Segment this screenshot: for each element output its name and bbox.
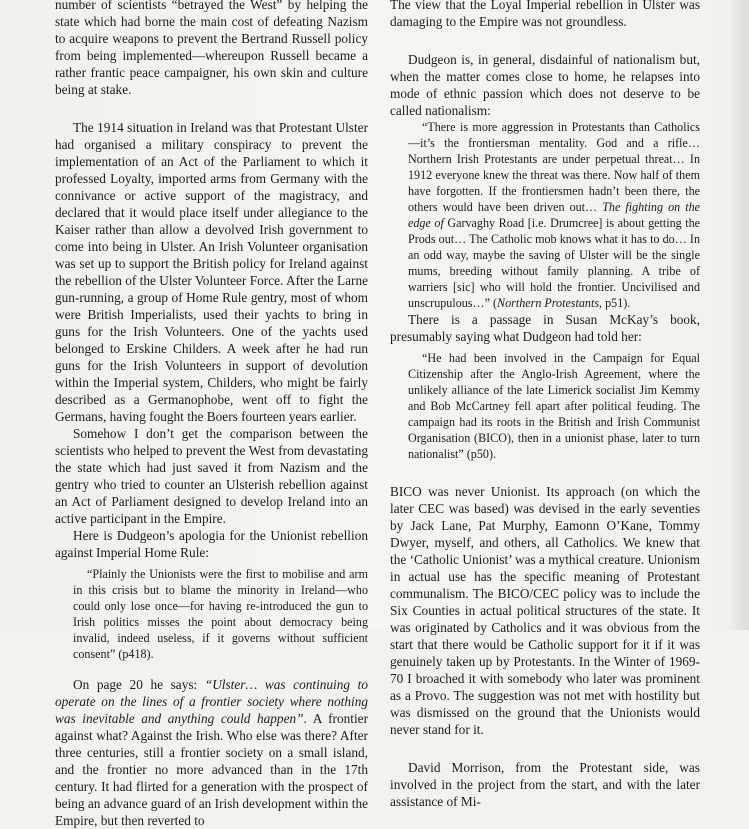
text-run: Garvaghy Road [i.e. Drumcree] is about getting the Prods out… The Catholic mob knows what it has to do… In an odd way, maybe the saving of Ulster will be the single mums, breeding without family planning. A tribe of warriers [sic] who will hold the frontier. Uncivilised and unscrupulous…” ( (408, 216, 701, 310)
italic-quote: “Ulster… was continuing to operate on the lines of a frontier society where nothing was inevitable and anything could happen” (55, 677, 368, 726)
paragraph (55, 676, 368, 829)
text-run: “There is more aggression in Protestants than Catholics—it’s the frontiersman mentality. God and a rifle… Northern Irish Protestants are under perpetual threat… In 1912 everyone knew the threat was there. Now half of them have forgotten. If the frontiersmen hadn’t been there, the others would have been driven out… (408, 120, 700, 214)
block-quote: “He had been involved in the Campaign for Equal Citizenship after the Anglo-Irish Agreement, where the unlikely alliance of the late Limerick socialist Jim Kemmy and Bob McCartney fell apart after political feuding. The campaign had its roots in the British and Irish Communist Organisation (BICO), then in a unionist phase, later to turn nationalist” (p50). (408, 351, 700, 461)
right-column (390, 0, 700, 810)
paragraph: Somehow I don’t get the comparison between the scientists who helped to prevent the West from devastating the state which had just saved it from Nazism and the gentry who tried to counter an Ulsterish rebellion against an Act of Parliament designed to develop Ireland into an active participant in the Empire. (55, 426, 368, 526)
paragraph: BICO was never Unionist. Its approach (on which the later CEC was based) was devised in the early seventies by Jack Lane, Pat Murphy, Eamonn O’Kane, Tommy Dwyer, myself, and others, all Catholics. We knew that the ‘Catholic Unionist’ was a mythical creature. Unionism in actual use has the specific meaning of Protestant communalism. The BICO/CEC policy was to include the Six Counties in actual political structures of the state. It was originated by Catholics and it was obvious from the start that there would be Catholic support for it if it was genuinely taken up by Protestants. In the Winter of 1969-70 I broached it with somebody who later was prominent as a Provo. The suggestion was not met with hostility but was dismissed on the ground that the Unionists would never stand for it. (390, 484, 700, 737)
page-edge-shadow (727, 0, 749, 630)
left-column (55, 0, 368, 829)
italic-run: The fighting on the edge of (408, 200, 700, 230)
text-run: . A frontier against what? Against the Irish. Who else was there? After three centuries, still a frontier society on a small island, and the frontier no more advanced than in the 17th century. It had flirted for a generation with the prospect of being an advance guard of an Irish development within the Empire, but then reverted to (55, 711, 368, 828)
block-quote: “Plainly the Unionists were the first to mobilise and arm in this crisis but to blame the minority in Ireland—who could only lose once—for having re-introduced the gun to Irish politics misses the point about democracy being invalid, indeed useless, if it governs without sufficient consent” (p418). (73, 567, 368, 661)
paragraph: Dudgeon is, in general, disdainful of nationalism but, when the matter comes close to home, he relapses into mode of ethnic passion which does not deserve to be called nationalism: (390, 52, 700, 118)
paragraph: The 1914 situation in Ireland was that Protestant Ulster had organised a military conspiracy to prevent the implementation of an Act of the Parliament to which it professed Loyalty, imported arms from Germany with the connivance or active support of the magistracy, and declared that it would place itself under allegiance to the Kaiser rather than allow a devolved Irish government to come into being in Ulster. An Irish Volunteer organisation was set up to support the British policy for Ireland against the rebellion of the Ulster Volunteer Force. After the Larne gun-running, a group of Home Rule gentry, most of whom were British Imperialists, used their yachts to bring in guns for the Irish Volunteers. One of the yachts used belonged to Erskine Childers. A week after he had run guns for the Irish Volunteers in support of devolution within the Imperial system, Childers, who might be fairly described as a Germanophobe, went off to fight the Germans, having fought the Boers fourteen years earlier. (55, 120, 368, 424)
text-run: On page 20 he says: (73, 677, 205, 692)
paragraph: Here is Dudgeon’s apologia for the Unionist rebellion against Imperial Home Rule: (55, 528, 368, 560)
text-run: , p51). (599, 296, 631, 310)
paragraph: There is a passage in Susan McKay’s book, presumably saying what Dudgeon had told her: (390, 312, 700, 344)
paragraph: David Morrison, from the Protestant side, was involved in the project from the start, and with the later assistance of Mi- (390, 760, 700, 809)
paragraph: The view that the Loyal Imperial rebellion in Ulster was damaging to the Empire was not groundless. (390, 0, 700, 29)
source-title: Northern Protestants (497, 296, 600, 310)
block-quote (408, 119, 700, 311)
paragraph: number of scientists “betrayed the West” by helping the state which had borne the main cost of defeating Nazism to acquire weapons to prevent the Bertrand Russell policy from being implemented—whereupon Russell became a rather frantic peace campaigner, his own skin and culture being at stake. (55, 0, 368, 97)
